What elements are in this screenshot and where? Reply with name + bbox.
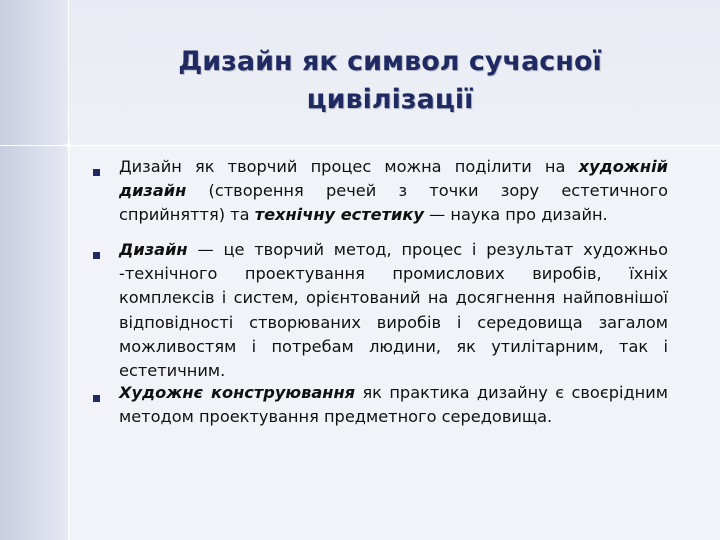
slide-title-line-2: цивілізації <box>306 84 474 115</box>
bullet-1-part-a: Дизайн як творчий процес можна поділити на <box>119 157 579 176</box>
bullet-1-term-technical-aesthetics: технічну естетику <box>254 205 424 225</box>
bullet-2-part-b: — це творчий метод, процес і результат художньо -технічного проектування промислових виробів, їхніх комплексів і систем, орієнтований на досягнення найповнішої відповідності створюваних виробів і середовища загалом можливостям і потребам людини, як утилітарним, так і естетичним. <box>119 240 668 381</box>
sparkle-star-icon <box>56 133 81 158</box>
bullet-text-2 <box>119 238 668 383</box>
square-bullet-icon <box>93 252 100 259</box>
bullet-item-1 <box>88 155 668 238</box>
bullet-1-part-c: (створення речей з точки зору естетичного сприйняття) та <box>119 181 668 225</box>
slide-title <box>120 43 660 119</box>
square-bullet-icon <box>93 395 100 402</box>
bullet-item-3 <box>88 381 668 429</box>
horizontal-divider-line <box>0 145 720 146</box>
bullet-item-2 <box>88 238 668 381</box>
bullet-text-1 <box>119 155 668 228</box>
bullet-1-term-artistic-design: художній дизайн <box>119 157 668 201</box>
left-decorative-band <box>0 0 68 540</box>
bullet-list <box>88 155 668 429</box>
square-bullet-icon <box>93 169 100 176</box>
bullet-2-term-design: Дизайн <box>119 240 188 259</box>
bullet-3-term-artistic-construction: Художнє конструювання <box>119 383 356 402</box>
bullet-3-part-b: як практика дизайну є своєрідним методом проектування предметного середовища. <box>119 383 668 427</box>
bullet-1-part-e: — наука про дизайн. <box>423 205 608 225</box>
vertical-divider-line <box>68 0 69 540</box>
bullet-text-3 <box>119 381 668 429</box>
slide-title-line-1: Дизайн як символ сучасної <box>178 46 602 77</box>
